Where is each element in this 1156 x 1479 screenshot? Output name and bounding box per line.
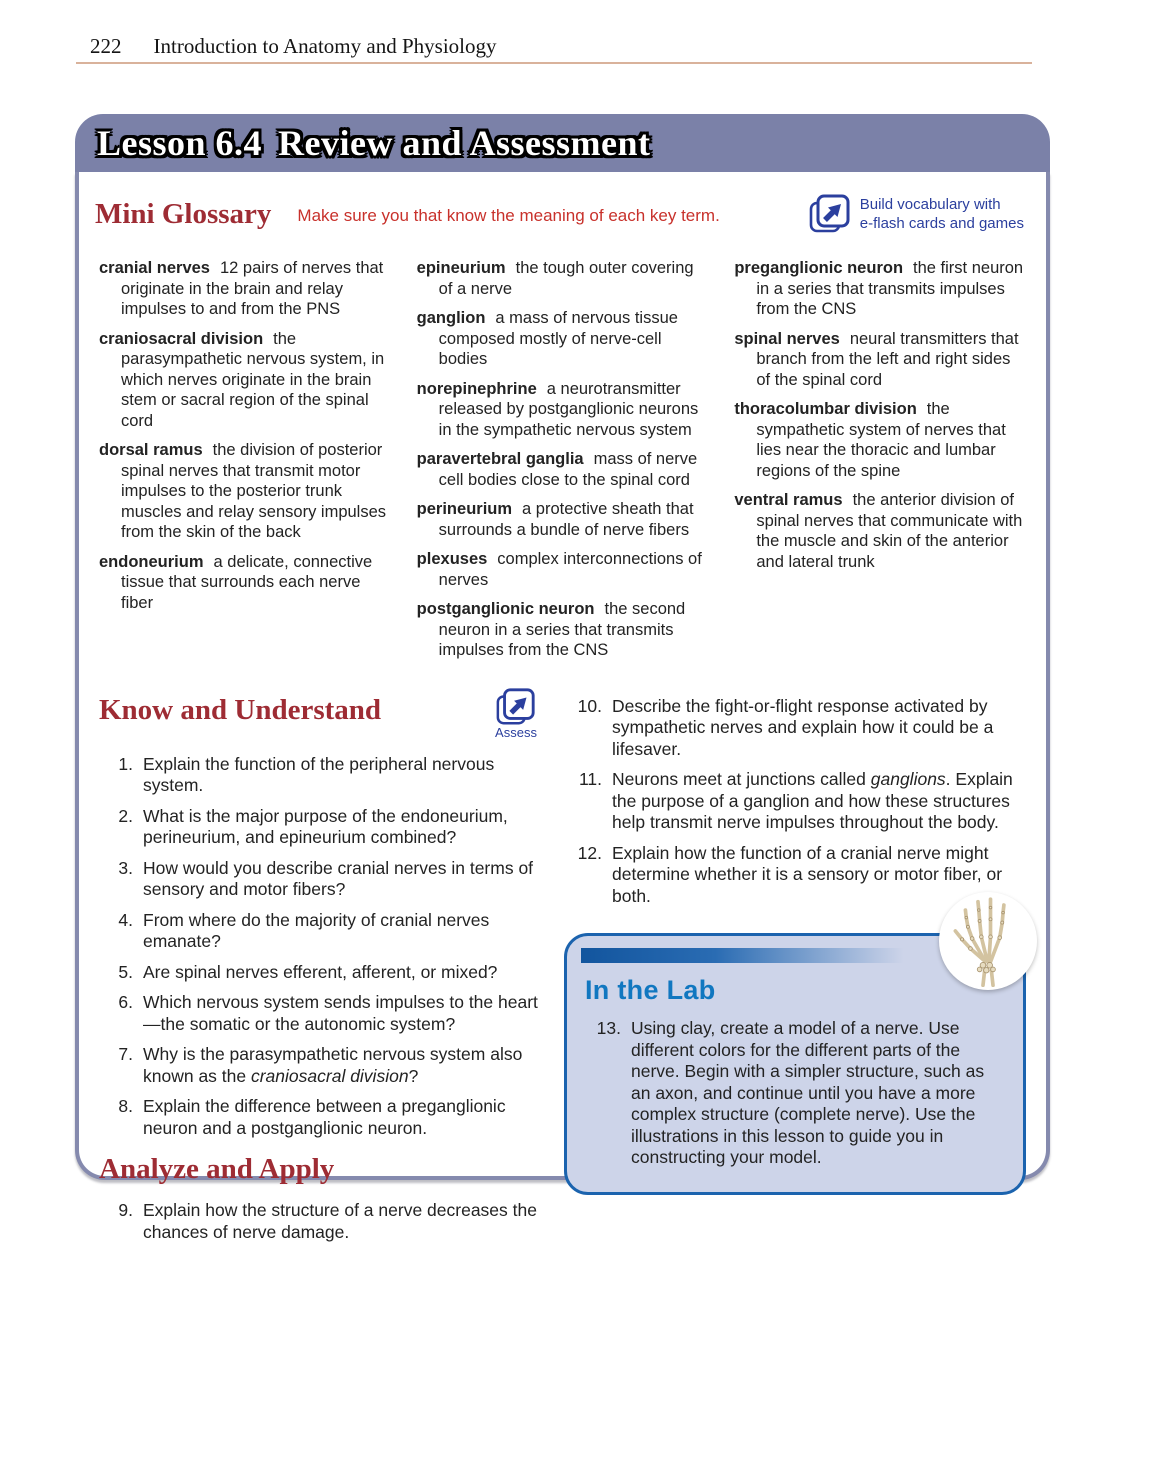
question-text-part: Neurons meet at junctions called [612, 769, 871, 789]
glossary-entry [417, 599, 709, 661]
question-text: Are spinal nerves efferent, afferent, or mixed? [143, 961, 498, 982]
question-text: Using clay, create a model of a nerve. Use different colors for the different parts of the nerve. Begin with a simpler structure, such as an axon, and continue until you have a more complex structure (complete nerve). Use the illustrations in this lesson to guide you in constructing your model. [631, 1018, 985, 1167]
glossary-term: plexuses [416, 550, 488, 568]
glossary-column-2 [417, 258, 709, 670]
know-understand-list [99, 754, 549, 1140]
glossary-entry [99, 552, 391, 614]
running-head [90, 34, 496, 59]
glossary-term: dorsal ramus [99, 441, 203, 459]
glossary-entry [417, 449, 709, 490]
question-item-8 [99, 1096, 549, 1139]
question-number: 8. [118, 1096, 133, 1116]
glossary-term: postganglionic neuron [416, 600, 595, 618]
question-text-part: . Explain the purpose of a ganglion and how these structures help transmit nerve impulses throughout the body. [612, 769, 1013, 832]
question-item-9 [99, 1200, 549, 1243]
glossary-definition: the first neuron in a series that transmits impulses from the CNS [756, 259, 1024, 318]
question-text-part: Why is the parasympathetic nervous system also known as the [143, 1044, 523, 1086]
analyze-apply-list [99, 1200, 549, 1243]
assess-icon [495, 686, 537, 728]
questions-right-column [564, 694, 1026, 1253]
question-item-5 [99, 962, 549, 984]
glossary-definition: a protective sheath that surrounds a bundle of nerve fibers [438, 500, 694, 539]
lesson-title: Review and Assessment [278, 123, 651, 163]
glossary-entry [99, 329, 391, 432]
question-item-10 [564, 696, 1026, 761]
glossary-term: norepinephrine [416, 379, 537, 398]
question-text: Explain the difference between a preganglionic neuron and a postganglionic neuron. [143, 1096, 506, 1138]
glossary-definition: the sympathetic system of nerves that lies near the thoracic and lumbar regions of the spine [756, 400, 1006, 480]
assess-label: Assess [495, 724, 537, 740]
question-number: 1. [118, 753, 133, 774]
question-text-part: ? [408, 1065, 419, 1086]
glossary-definition: the division of posterior spinal nerves that transmit motor impulses to the posterior trunk muscles and relay sensory impulses from the skin of the back [121, 441, 387, 541]
lesson-number: Lesson 6.4 [97, 123, 263, 163]
running-title: Introduction to Anatomy and Physiology [153, 34, 497, 58]
question-item-12 [564, 843, 1026, 908]
question-number: 11. [578, 769, 602, 789]
hand-skeleton-image [939, 892, 1037, 990]
question-item-6 [99, 992, 549, 1035]
hand-bones-illustration [946, 895, 1030, 987]
question-item-3 [99, 858, 549, 901]
question-text: Which nervous system sends impulses to the heart—the somatic or the autonomic system? [143, 992, 538, 1034]
question-text: Describe the fight-or-flight response activated by sympathetic nerves and explain how it could be a lifesaver. [612, 695, 994, 759]
in-the-lab-box [564, 933, 1026, 1195]
question-number: 2. [118, 805, 133, 826]
questions-area [95, 694, 1030, 1253]
analyze-apply-heading: Analyze and Apply [99, 1153, 335, 1185]
glossary-definition: 12 pairs of nerves that originate in the brain and relay impulses to and from the PNS [121, 259, 384, 318]
right-questions-list [564, 696, 1026, 908]
glossary-entry [417, 549, 709, 590]
glossary-definition: the anterior division of spinal nerves that communicate with the muscle and skin of the anterior and lateral trunk [756, 491, 1023, 571]
question-number: 7. [118, 1044, 133, 1064]
glossary-instruction: Make sure you that know the meaning of each key term. [297, 206, 720, 225]
question-item-13 [583, 1018, 1007, 1169]
glossary-entry [734, 490, 1026, 572]
question-number: 12. [577, 842, 602, 863]
know-understand-heading: Know and Understand [99, 693, 382, 726]
lesson-body [75, 172, 1050, 1242]
question-text: From where do the majority of cranial nerves emanate? [143, 909, 490, 951]
glossary-columns [95, 258, 1030, 670]
mini-glossary-header [95, 192, 1030, 236]
in-the-lab-heading: In the Lab [585, 975, 716, 1005]
glossary-definition: the tough outer covering of a nerve [438, 259, 694, 298]
glossary-entry [417, 308, 709, 370]
mini-glossary-section [95, 192, 1030, 670]
glossary-column-3 [734, 258, 1026, 670]
page-number: 222 [90, 34, 122, 58]
glossary-column-1 [99, 258, 391, 670]
know-understand-header [99, 694, 549, 740]
question-item-2 [99, 806, 549, 849]
question-item-1 [99, 754, 549, 797]
glossary-term: cranial nerves [99, 259, 210, 277]
assess-link [495, 686, 537, 740]
question-item-7 [99, 1044, 549, 1087]
glossary-definition: complex interconnections of nerves [438, 550, 702, 589]
question-text: How would you describe cranial nerves in terms of sensory and motor fibers? [143, 857, 534, 899]
lesson-header-band [75, 114, 1050, 172]
lab-gradient-bar [581, 948, 917, 963]
question-number: 4. [118, 909, 133, 930]
glossary-term: spinal nerves [734, 329, 840, 348]
glossary-definition: the parasympathetic nervous system, in which nerves originate in the brain stem or sacral region of the spinal cord [121, 329, 385, 430]
glossary-entry [734, 258, 1026, 320]
glossary-definition: neural transmitters that branch from the left and right sides of the spinal cord [756, 329, 1019, 389]
glossary-term: preganglionic neuron [734, 259, 904, 277]
question-number: 13. [596, 1018, 621, 1038]
glossary-definition: a mass of nervous tissue composed mostly of nerve-cell bodies [438, 309, 678, 368]
question-number: 6. [118, 992, 133, 1012]
eflash-cards-link [808, 192, 1024, 236]
question-item-11 [564, 769, 1026, 834]
glossary-term: ventral ramus [734, 491, 843, 509]
lesson-review-box [75, 114, 1050, 1242]
mini-glossary-heading: Mini Glossary [95, 197, 272, 230]
question-text [143, 1044, 549, 1087]
glossary-entry [417, 379, 709, 441]
glossary-term: paravertebral ganglia [416, 450, 584, 468]
glossary-entry [417, 258, 709, 299]
question-italic-term: ganglions [870, 769, 946, 789]
glossary-definition: a neurotransmitter released by postganglionic neurons in the sympathetic nervous system [438, 379, 699, 439]
question-italic-term: craniosacral division [250, 1065, 409, 1086]
eflash-cards-label: Build vocabulary with e-flash cards and games [859, 195, 1024, 232]
question-number: 5. [118, 961, 133, 982]
question-text [612, 769, 1026, 834]
glossary-definition: the second neuron in a series that transmits impulses from the CNS [438, 600, 686, 659]
glossary-term: craniosacral division [99, 329, 264, 348]
question-number: 10. [577, 695, 602, 716]
glossary-entry [99, 258, 391, 320]
question-text: Explain how the function of a cranial nerve might determine whether it is a sensory or motor fiber, or both. [612, 842, 1003, 906]
glossary-definition: mass of nerve cell bodies close to the spinal cord [438, 450, 698, 489]
glossary-entry [99, 440, 391, 543]
glossary-term: ganglion [416, 309, 486, 327]
glossary-definition: a delicate, connective tissue that surrounds each nerve fiber [121, 552, 373, 612]
header-rule [76, 62, 1032, 64]
glossary-term: perineurium [416, 500, 513, 518]
glossary-entry [734, 399, 1026, 481]
questions-left-column [99, 694, 549, 1253]
question-text: What is the major purpose of the endoneurium, perineurium, and epineurium combined? [143, 805, 508, 847]
question-number: 9. [118, 1200, 133, 1220]
question-number: 3. [118, 857, 133, 878]
glossary-entry [734, 329, 1026, 391]
question-item-4 [99, 910, 549, 953]
question-text: Explain how the structure of a nerve decreases the chances of nerve damage. [143, 1200, 537, 1242]
glossary-term: thoracolumbar division [734, 400, 917, 418]
eflash-cards-icon [808, 192, 852, 236]
glossary-term: epineurium [416, 259, 506, 277]
glossary-entry [417, 499, 709, 540]
question-text: Explain the function of the peripheral nervous system. [143, 753, 495, 795]
glossary-term: endoneurium [99, 552, 204, 571]
